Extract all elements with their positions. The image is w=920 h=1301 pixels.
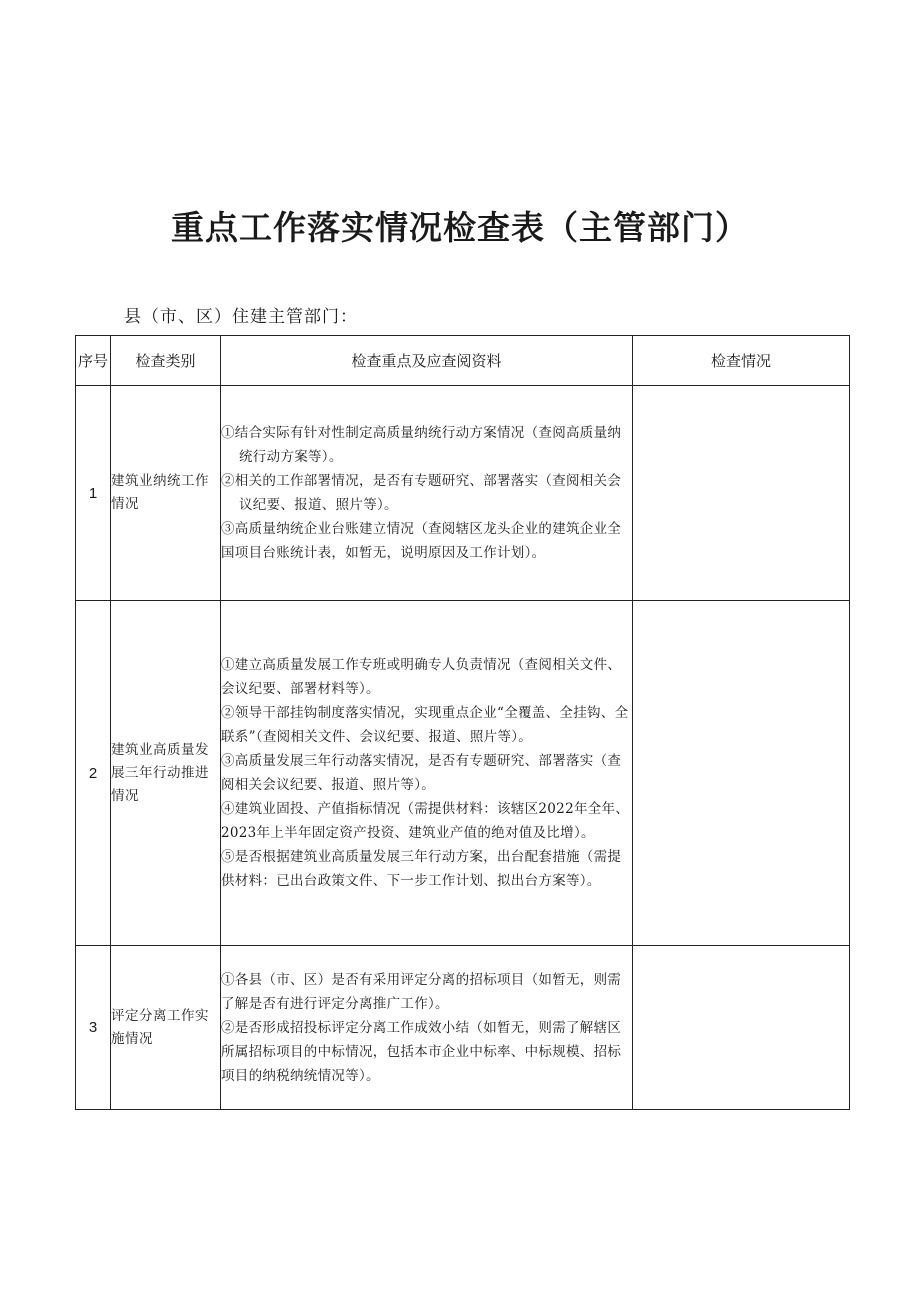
row-status[interactable] [633, 601, 850, 946]
table-row [76, 946, 850, 1110]
inspection-table [75, 335, 850, 1110]
header-category: 检查类别 [111, 336, 221, 386]
header-status: 检查情况 [633, 336, 850, 386]
header-focus: 检查重点及应查阅资料 [221, 336, 633, 386]
row-seq: 3 [76, 946, 111, 1110]
document-title: 重点工作落实情况检查表（主管部门） [171, 208, 749, 247]
focus-item: ②相关的工作部署情况，是否有专题研究、部署落实（查阅相关会议纪要、报道、照片等）。 [221, 473, 622, 513]
row-status[interactable] [633, 386, 850, 601]
focus-item: ②是否形成招投标评定分离工作成效小结（如暂无，则需了解辖区所属招标项目的中标情况，包括本市企业中标率、中标规模、招标项目的纳税纳统情况等）。 [221, 1019, 622, 1084]
row-category: 建筑业高质量发展三年行动推进情况 [111, 601, 221, 946]
row-focus-items [221, 386, 633, 601]
row-category: 建筑业纳统工作情况 [111, 386, 221, 601]
row-focus-items [221, 601, 633, 946]
focus-item: ①建立高质量发展工作专班或明确专人负责情况（查阅相关文件、会议纪要、部署材料等）。 [221, 657, 622, 697]
header-seq: 序号 [76, 336, 111, 386]
table-row [76, 386, 850, 601]
row-seq: 1 [76, 386, 111, 601]
focus-item: ①各县（市、区）是否有采用评定分离的招标项目（如暂无，则需了解是否有进行评定分离推广工作）。 [221, 971, 622, 1012]
table-header-row [76, 336, 850, 386]
focus-item: ③高质量纳统企业台账建立情况（查阅辖区龙头企业的建筑企业全国项目台账统计表，如暂无，说明原因及工作计划）。 [221, 521, 622, 561]
row-seq: 2 [76, 601, 111, 946]
row-focus-items [221, 946, 633, 1110]
department-line: 县（市、区）住建主管部门： [124, 307, 358, 327]
table-row [76, 601, 850, 946]
row-category: 评定分离工作实施情况 [111, 946, 221, 1110]
focus-item: ⑤是否根据建筑业高质量发展三年行动方案，出台配套措施（需提供材料：已出台政策文件、下一步工作计划、拟出台方案等）。 [221, 849, 622, 889]
focus-item: ④建筑业固投、产值指标情况（需提供材料：该辖区2022年全年、2023年上半年固定资产投资、建筑业产值的绝对值及比增）。 [221, 801, 630, 841]
focus-item: ①结合实际有针对性制定高质量纳统行动方案情况（查阅高质量纳统行动方案等）。 [221, 425, 622, 465]
focus-item: ③高质量发展三年行动落实情况，是否有专题研究、部署落实（查阅相关会议纪要、报道、照片等）。 [221, 753, 622, 793]
focus-item: ②领导干部挂钩制度落实情况，实现重点企业“全覆盖、全挂钩、全联系”（查阅相关文件、会议纪要、报道、照片等）。 [221, 705, 629, 745]
row-status[interactable] [633, 946, 850, 1110]
